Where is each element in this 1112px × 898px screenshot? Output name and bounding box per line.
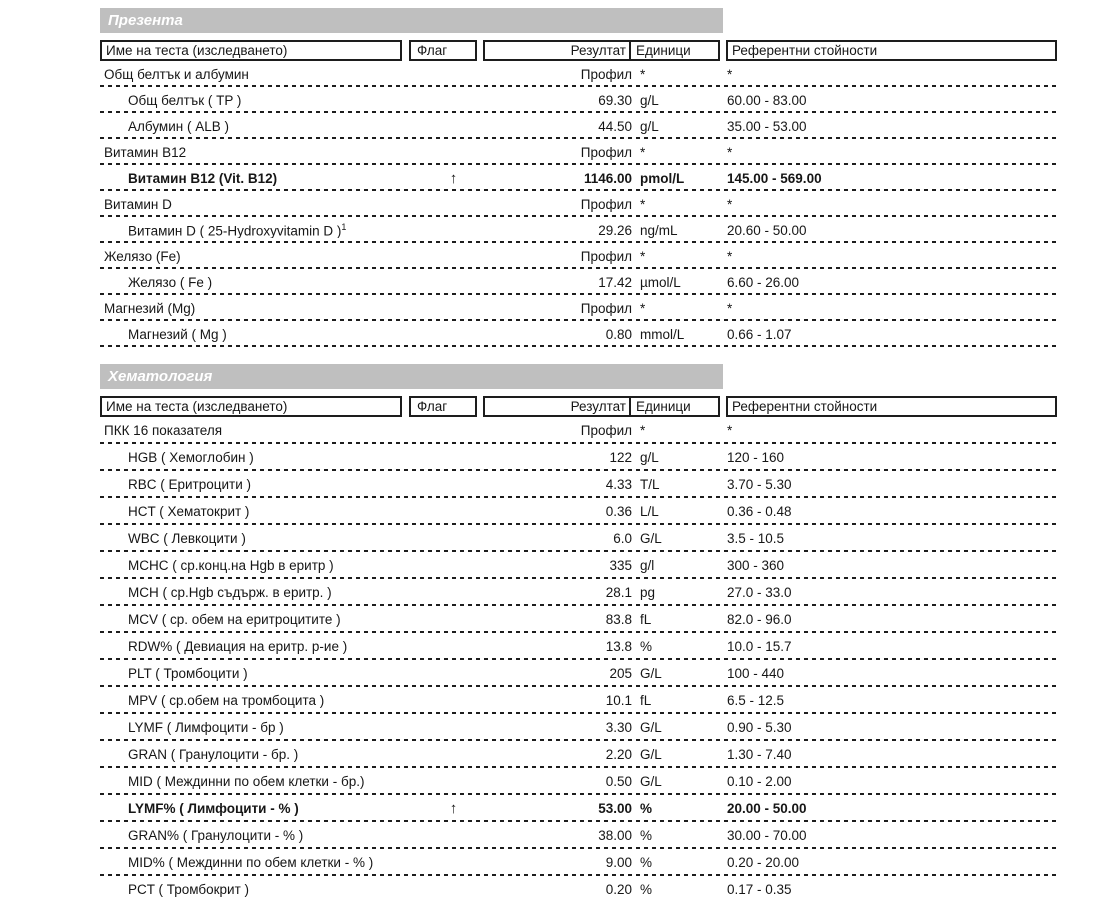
units-value: % — [640, 639, 653, 654]
section-rows — [100, 61, 1057, 347]
table-row — [100, 243, 1057, 269]
table-row — [100, 113, 1057, 139]
result-value: 4.33 — [605, 477, 632, 492]
reference-range: 0.20 - 20.00 — [727, 855, 800, 870]
units-value: G/L — [640, 747, 662, 762]
table-row — [100, 417, 1057, 444]
table-row — [100, 660, 1057, 687]
test-name: Магнезий (Mg) — [104, 300, 196, 316]
table-row — [100, 498, 1057, 525]
test-name: Общ белтък ( TP ) — [128, 92, 242, 108]
table-row — [100, 87, 1057, 113]
table-row — [100, 552, 1057, 579]
reference-range: 6.5 - 12.5 — [727, 693, 785, 708]
units-value: pmol/L — [640, 170, 685, 186]
table-row — [100, 61, 1057, 87]
units-value: ng/mL — [640, 222, 678, 238]
result-value: 0.36 — [605, 504, 632, 519]
units-value: mmol/L — [640, 326, 685, 342]
column-header-units: Единици — [636, 399, 691, 414]
test-name: ПКК 16 показателя — [104, 423, 223, 438]
column-header-result-units-group — [483, 396, 720, 417]
reference-range: * — [727, 66, 733, 82]
reference-range: 82.0 - 96.0 — [727, 612, 792, 627]
reference-range: 145.00 - 569.00 — [727, 170, 822, 186]
test-name: MID% ( Междинни по обем клетки - % ) — [128, 855, 374, 870]
test-name: LYMF% ( Лимфоцити - % ) — [128, 801, 299, 816]
table-row — [100, 444, 1057, 471]
column-header-test-name: Име на теста (изследването) — [100, 396, 402, 417]
result-value: 13.8 — [605, 639, 632, 654]
test-name: Желязо ( Fe ) — [128, 274, 213, 290]
test-name: Витамин D — [104, 196, 172, 212]
section-title: Хематология — [108, 368, 213, 385]
result-value: 122 — [609, 450, 632, 465]
units-value: * — [640, 248, 646, 264]
units-value: * — [640, 300, 646, 316]
result-value: 3.30 — [605, 720, 632, 735]
reference-range: 1.30 - 7.40 — [727, 747, 792, 762]
table-row — [100, 849, 1057, 876]
column-header-result: Резултат — [485, 398, 631, 415]
table-row — [100, 295, 1057, 321]
reference-range: * — [727, 300, 733, 316]
units-value: % — [640, 828, 653, 843]
reference-range: 20.60 - 50.00 — [727, 222, 807, 238]
result-value: 0.50 — [605, 774, 632, 789]
result-value: 0.20 — [605, 882, 632, 897]
reference-range: 3.70 - 5.30 — [727, 477, 792, 492]
table-row — [100, 768, 1057, 795]
report-section — [100, 8, 1057, 347]
units-value: µmol/L — [640, 274, 681, 290]
reference-range: 27.0 - 33.0 — [727, 585, 792, 600]
result-value: Профил — [580, 423, 632, 438]
result-value: 83.8 — [605, 612, 632, 627]
reference-range: 60.00 - 83.00 — [727, 92, 807, 108]
table-header — [100, 40, 1057, 61]
test-name: PLT ( Тромбоцити ) — [128, 666, 248, 681]
units-value: T/L — [640, 477, 660, 492]
test-name: Албумин ( ALB ) — [128, 118, 229, 134]
reference-range: 3.5 - 10.5 — [727, 531, 785, 546]
test-name: MCH ( ср.Hgb съдърж. в еритр. ) — [128, 585, 332, 600]
table-header — [100, 396, 1057, 417]
test-name: Желязо (Fe) — [104, 248, 181, 264]
section-title: Презента — [108, 12, 183, 29]
result-value: 205 — [609, 666, 632, 681]
test-name: Витамин D ( 25-Hydroxyvitamin D )$^1$ — [128, 221, 347, 239]
report-section — [100, 364, 1057, 898]
table-row — [100, 269, 1057, 295]
units-value: * — [640, 66, 646, 82]
column-header-result-units-group — [483, 40, 720, 61]
test-name: MPV ( ср.обем на тромбоцита ) — [128, 693, 325, 708]
units-value: * — [640, 196, 646, 212]
reference-range: 0.10 - 2.00 — [727, 774, 792, 789]
reference-range: 35.00 - 53.00 — [727, 118, 807, 134]
units-value: * — [640, 423, 646, 438]
result-value: 0.80 — [605, 326, 632, 342]
table-row — [100, 579, 1057, 606]
reference-range: 10.0 - 15.7 — [727, 639, 792, 654]
reference-range: * — [727, 423, 733, 438]
test-name: Магнезий ( Mg ) — [128, 326, 227, 342]
table-row — [100, 822, 1057, 849]
test-name: HGB ( Хемоглобин ) — [128, 450, 254, 465]
table-row — [100, 525, 1057, 552]
units-value: % — [640, 882, 653, 897]
result-value: Профил — [580, 144, 632, 160]
result-value: 17.42 — [598, 274, 632, 290]
units-value: G/L — [640, 666, 662, 681]
units-value: L/L — [640, 504, 659, 519]
result-value: 28.1 — [605, 585, 632, 600]
reference-range: 30.00 - 70.00 — [727, 828, 807, 843]
units-value: % — [640, 855, 653, 870]
units-value: fL — [640, 693, 652, 708]
table-row — [100, 217, 1057, 243]
reference-range: 100 - 440 — [727, 666, 785, 681]
test-name: Общ белтък и албумин — [104, 66, 249, 82]
result-value: Профил — [580, 248, 632, 264]
reference-range: 0.36 - 0.48 — [727, 504, 792, 519]
units-value: G/L — [640, 720, 662, 735]
units-value: pg — [640, 585, 656, 600]
section-rows — [100, 417, 1057, 898]
test-name: GRAN ( Гранулоцити - бр. ) — [128, 747, 299, 762]
test-name: WBC ( Левкоцити ) — [128, 531, 246, 546]
units-value: % — [640, 801, 653, 816]
reference-range: * — [727, 248, 733, 264]
result-value: Профил — [580, 66, 632, 82]
result-value: 29.26 — [598, 222, 632, 238]
table-row — [100, 606, 1057, 633]
flag-indicator: ↑ — [449, 800, 458, 817]
result-value: 2.20 — [605, 747, 632, 762]
reference-range: 0.66 - 1.07 — [727, 326, 792, 342]
result-value: 69.30 — [598, 92, 632, 108]
test-name: Витамин B12 (Vit. B12) — [128, 170, 278, 186]
test-name: Витамин B12 — [104, 144, 187, 160]
table-row — [100, 165, 1057, 191]
reference-range: 6.60 - 26.00 — [727, 274, 800, 290]
column-header-flag: Флаг — [409, 40, 477, 61]
lab-report — [100, 8, 1057, 898]
table-row — [100, 139, 1057, 165]
result-value: 38.00 — [598, 828, 632, 843]
table-row — [100, 876, 1057, 898]
column-header-result: Резултат — [485, 42, 631, 59]
column-header-flag: Флаг — [409, 396, 477, 417]
table-row — [100, 633, 1057, 660]
section-title-bar — [100, 8, 723, 33]
column-header-reference: Референтни стойности — [726, 396, 1057, 417]
flag-indicator: ↑ — [449, 169, 458, 187]
table-row — [100, 471, 1057, 498]
reference-range: 20.00 - 50.00 — [727, 801, 807, 816]
table-row — [100, 321, 1057, 347]
reference-range: * — [727, 144, 733, 160]
units-value: g/L — [640, 118, 659, 134]
test-name: RBC ( Еритроцити ) — [128, 477, 251, 492]
reference-range: * — [727, 196, 733, 212]
result-value: 335 — [609, 558, 632, 573]
units-value: G/L — [640, 774, 662, 789]
units-value: g/L — [640, 450, 659, 465]
reference-range: 120 - 160 — [727, 450, 785, 465]
column-header-reference: Референтни стойности — [726, 40, 1057, 61]
result-value: 53.00 — [598, 801, 632, 816]
units-value: * — [640, 144, 646, 160]
test-name: GRAN% ( Гранулоцити - % ) — [128, 828, 304, 843]
result-value: 10.1 — [605, 693, 632, 708]
section-title-bar — [100, 364, 723, 389]
reference-range: 300 - 360 — [727, 558, 785, 573]
test-name: MCHC ( ср.конц.на Hgb в еритр ) — [128, 558, 334, 573]
test-name: PCT ( Тромбокрит ) — [128, 882, 250, 897]
result-value: 6.0 — [613, 531, 632, 546]
column-header-units: Единици — [636, 43, 691, 58]
table-row — [100, 795, 1057, 822]
result-value: 9.00 — [605, 855, 632, 870]
result-value: 1146.00 — [583, 170, 632, 186]
table-row — [100, 191, 1057, 217]
table-row — [100, 687, 1057, 714]
units-value: G/L — [640, 531, 662, 546]
units-value: g/l — [640, 558, 655, 573]
units-value: g/L — [640, 92, 659, 108]
test-name: LYMF ( Лимфоцити - бр ) — [128, 720, 284, 735]
reference-range: 0.17 - 0.35 — [727, 882, 792, 897]
reference-range: 0.90 - 5.30 — [727, 720, 792, 735]
table-row — [100, 741, 1057, 768]
units-value: fL — [640, 612, 652, 627]
test-name: RDW% ( Девиация на еритр. р-ие ) — [128, 639, 348, 654]
test-name: MID ( Междинни по обем клетки - бр.) — [128, 774, 365, 789]
test-name: MCV ( ср. обем на еритроцитите ) — [128, 612, 341, 627]
column-header-test-name: Име на теста (изследването) — [100, 40, 402, 61]
result-value: 44.50 — [598, 118, 632, 134]
table-row — [100, 714, 1057, 741]
result-value: Профил — [580, 196, 632, 212]
result-value: Профил — [580, 300, 632, 316]
test-name: HCT ( Хематокрит ) — [128, 504, 250, 519]
